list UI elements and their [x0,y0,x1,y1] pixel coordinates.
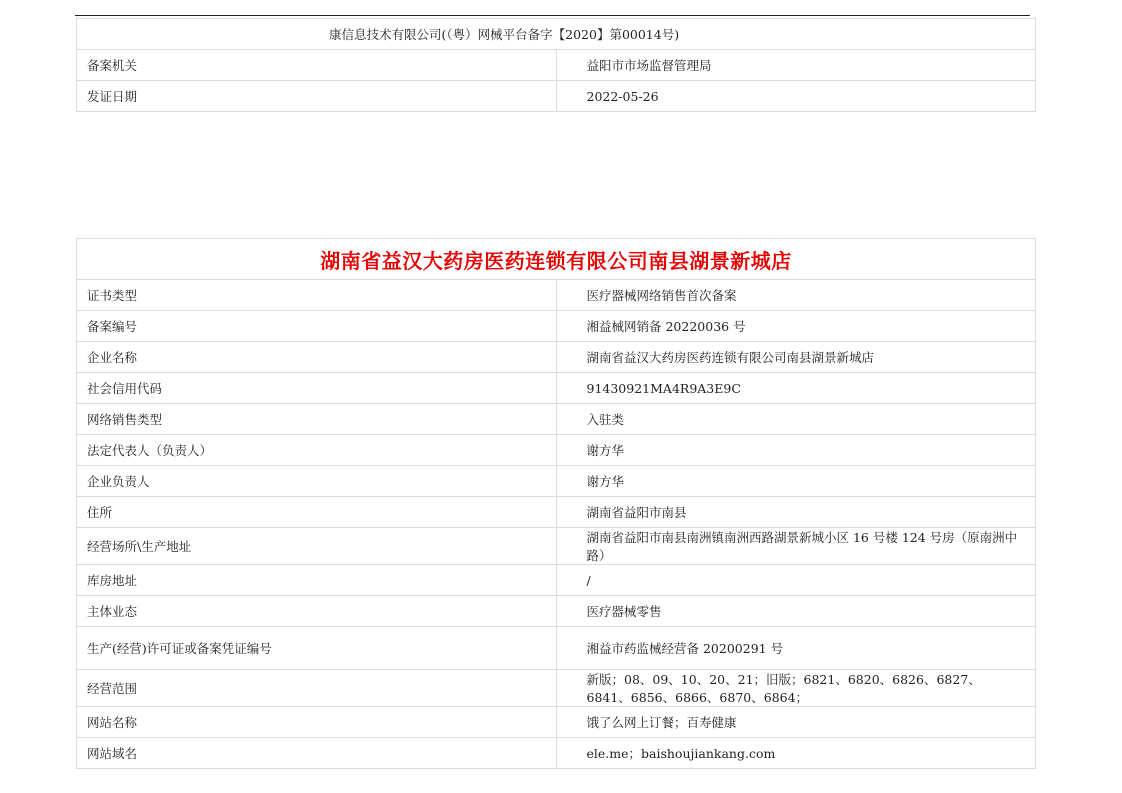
field-value: 谢方华 [556,435,1036,466]
field-value: 新版；08、09、10、20、21；旧版；6821、6820、6826、6827、6841、6856、6866、6870、6864； [556,670,1036,707]
field-label: 网站名称 [77,707,557,738]
table-row [77,311,1036,342]
field-value: 湖南省益汉大药房医药连锁有限公司南县湖景新城店 [556,342,1036,373]
field-label: 经营场所\生产地址 [77,528,557,565]
field-label: 发证日期 [77,81,557,112]
top-rule [75,15,1030,16]
field-label: 住所 [77,497,557,528]
field-label: 生产(经营)许可证或备案凭证编号 [77,627,557,670]
field-value: ele.me；baishoujiankang.com [556,738,1036,769]
registration-continuation: 康信息技术有限公司(（粤）网械平台备字【2020】第00014号) [77,19,1036,50]
field-value: 湘益械网销备 20220036 号 [556,311,1036,342]
field-value: 2022-05-26 [556,81,1036,112]
field-label: 备案机关 [77,50,557,81]
table-row [77,435,1036,466]
table-row [77,497,1036,528]
field-label: 备案编号 [77,311,557,342]
field-value: 益阳市市场监督管理局 [556,50,1036,81]
table-row [77,404,1036,435]
table-row [77,81,1036,112]
table-row [77,670,1036,707]
field-label: 企业名称 [77,342,557,373]
field-value: 91430921MA4R9A3E9C [556,373,1036,404]
field-label: 社会信用代码 [77,373,557,404]
field-value: 入驻类 [556,404,1036,435]
title-row [77,239,1036,280]
field-label: 主体业态 [77,596,557,627]
company-title: 湖南省益汉大药房医药连锁有限公司南县湖景新城店 [77,239,1036,280]
field-label: 网络销售类型 [77,404,557,435]
field-value: 谢方华 [556,466,1036,497]
table-row [77,596,1036,627]
field-label: 企业负责人 [77,466,557,497]
field-label: 法定代表人（负责人） [77,435,557,466]
table-row [77,280,1036,311]
previous-record-table [76,18,1036,112]
record-table [76,238,1036,769]
field-label: 经营范围 [77,670,557,707]
field-value: 湖南省益阳市南县南洲镇南洲西路湖景新城小区 16 号楼 124 号房（原南洲中路） [556,528,1036,565]
table-row [77,50,1036,81]
field-label: 库房地址 [77,565,557,596]
table-row [77,19,1036,50]
table-row [77,627,1036,670]
table-row [77,738,1036,769]
table-row [77,565,1036,596]
table-row [77,466,1036,497]
table-row [77,373,1036,404]
field-value: 医疗器械零售 [556,596,1036,627]
field-label: 网站域名 [77,738,557,769]
field-value: 医疗器械网络销售首次备案 [556,280,1036,311]
field-label: 证书类型 [77,280,557,311]
field-value: / [556,565,1036,596]
field-value: 饿了么网上订餐；百寿健康 [556,707,1036,738]
field-value: 湘益市药监械经营备 20200291 号 [556,627,1036,670]
field-value: 湖南省益阳市南县 [556,497,1036,528]
table-row [77,342,1036,373]
table-row [77,528,1036,565]
table-row [77,707,1036,738]
